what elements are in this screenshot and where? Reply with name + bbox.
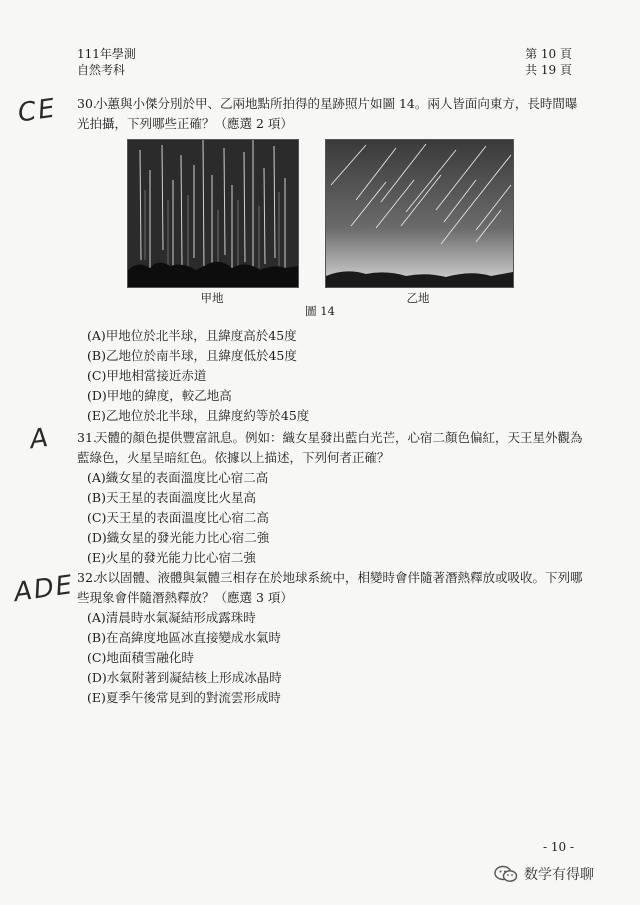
handwritten-answer-q32: ADE: [12, 569, 77, 609]
subject-name: 自然考科: [77, 63, 126, 77]
question-stem: 水以固體、液體與氣體三相存在於地球系統中，相變時會伴隨著潛熱釋放或吸收。下列哪些現象會伴隨潛熱釋放？（應選 3 項）: [77, 570, 583, 605]
figure-caption-left: 甲地: [200, 291, 224, 305]
option-b: (B)在高緯度地區冰直接變成水氣時: [87, 630, 281, 645]
option-c: (C)天王星的表面溫度比心宿二高: [87, 510, 269, 525]
exam-year: 111年學測: [77, 47, 136, 61]
option-e: (E)夏季午後常見到的對流雲形成時: [87, 690, 281, 705]
question-32: [77, 568, 587, 708]
handwritten-answer-q31: A: [28, 422, 52, 456]
option-a: (A)織女星的表面溫度比心宿二高: [87, 470, 269, 485]
page-label: 第 10 頁: [525, 47, 572, 61]
option-d: (D)甲地的緯度，較乙地高: [87, 388, 232, 403]
total-pages-label: 共 19 頁: [525, 63, 572, 77]
page-number: - 10 -: [542, 840, 574, 854]
option-c: (C)地面積雪融化時: [87, 650, 194, 665]
option-c: (C)甲地相當接近赤道: [87, 368, 207, 383]
watermark: [494, 864, 594, 884]
option-b: (B)乙地位於南半球，且緯度低於45度: [87, 348, 297, 363]
handwritten-answer-q30: CE: [16, 93, 59, 129]
figure-caption: 圖 14: [305, 304, 335, 318]
option-a: (A)甲地位於北半球，且緯度高於45度: [87, 328, 297, 343]
option-a: (A)清晨時水氣凝結形成露珠時: [87, 610, 256, 625]
vertical-star-trails-image: [128, 140, 298, 287]
question-number: 31.: [77, 430, 97, 445]
wechat-logo-icon: [494, 865, 518, 883]
option-d: (D)水氣附著到凝結核上形成冰晶時: [87, 670, 282, 685]
question-stem: 天體的顏色提供豐富訊息。例如：織女星發出藍白光芒，心宿二顏色偏紅，天王星外觀為藍綠色，火星呈暗紅色。依據以上描述，下列何者正確？: [77, 430, 583, 465]
slanted-star-trails-image: [326, 140, 513, 287]
option-b: (B)天王星的表面溫度比火星高: [87, 490, 256, 505]
star-trail-photo-left: [127, 139, 299, 288]
option-e: (E)乙地位於北半球，且緯度約等於45度: [87, 408, 310, 423]
header-right: [525, 46, 572, 78]
question-number: 32.: [77, 570, 97, 585]
question-31: [77, 428, 587, 568]
question-30: [77, 94, 587, 134]
watermark-text: 数学有得聊: [524, 867, 594, 883]
question-number: 30.: [77, 96, 97, 111]
option-e: (E)火星的發光能力比心宿二強: [87, 550, 256, 565]
star-trail-photo-right: [325, 139, 514, 288]
header-left: [77, 46, 136, 78]
option-d: (D)織女星的發光能力比心宿二強: [87, 530, 270, 545]
figure-caption-right: 乙地: [406, 291, 430, 305]
question-stem: 小蕙與小傑分別於甲、乙兩地點所拍得的星跡照片如圖 14。兩人皆面向東方，長時間曝光拍攝，下列哪些正確？（應選 2 項）: [77, 96, 578, 131]
question-30-options: [77, 326, 587, 426]
